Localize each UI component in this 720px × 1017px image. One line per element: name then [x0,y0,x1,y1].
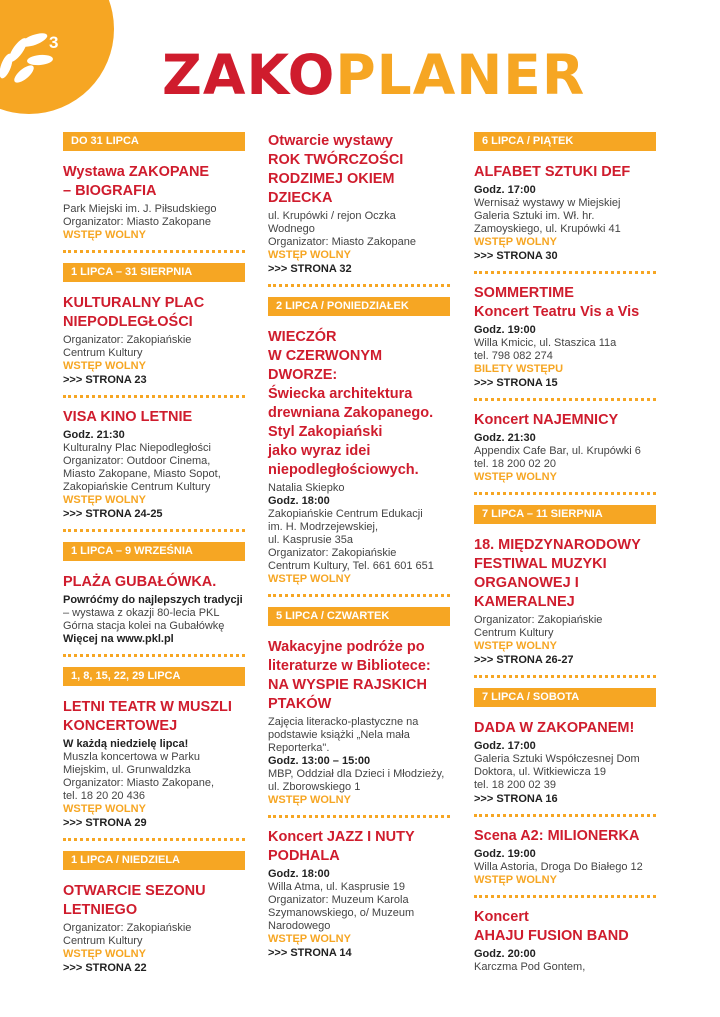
event-detail: Organizator: Miasto Zakopane [268,236,416,248]
corner-badge [0,0,114,114]
event-item [63,408,245,521]
event-time: W każdą niedzielę lipca! [63,738,189,750]
page-number: 3 [49,33,59,52]
event-title [474,827,656,846]
event-title [474,536,656,612]
event-title-line: RODZIMEJ OKIEM [268,171,395,187]
event-detail: Zakopiańskie Centrum Edukacji [268,508,423,520]
event-time: Godz. 19:00 [474,848,536,860]
admission-label: WSTĘP WOLNY [474,236,557,248]
event-item [474,284,656,390]
admission-label: BILETY WSTĘPU [474,363,564,375]
event-title-line: – BIOGRAFIA [63,183,157,199]
event-item [474,536,656,667]
event-detail: Organizator: Muzeum Karola [268,894,409,906]
event-detail: Organizator: Zakopiańskie [268,547,397,559]
logo-planer: PLANER [335,43,586,107]
event-detail: – wystawa z okazji 80-lecia PKL [63,607,220,619]
event-detail: Kulturalny Plac Niepodległości [63,442,211,454]
event-time: Godz. 19:00 [474,324,536,336]
event-title [268,132,450,208]
date-header: 1 LIPCA / NIEDZIELA [63,851,245,870]
dotted-divider [63,395,245,398]
event-item [474,827,656,887]
event-detail: Organizator: Zakopiańskie [63,922,192,934]
admission-label: WSTĘP WOLNY [63,494,146,506]
event-title [63,573,245,592]
dotted-divider [474,492,656,495]
event-title [268,328,450,480]
event-detail: Zamoyskiego, ul. Krupówki 41 [474,223,621,235]
date-header: 1 LIPCA – 31 SIERPNIA [63,263,245,282]
page-reference: >>> STRONA 23 [63,374,147,386]
event-time: Godz. 17:00 [474,184,536,196]
event-title-line: Koncert [474,909,529,925]
event-item [268,828,450,960]
event-title [63,698,245,736]
admission-label: WSTĘP WOLNY [268,933,351,945]
event-detail: Centrum Kultury [63,935,143,947]
admission-label: WSTĘP WOLNY [474,874,557,886]
event-detail: Appendix Cafe Bar, ul. Krupówki 6 [474,445,641,457]
event-detail: Zakopiańskie Centrum Kultury [63,481,211,493]
event-detail: Willa Kmicic, ul. Staszica 11a [474,337,617,349]
event-item [268,638,450,807]
event-detail: Willa Astoria, Droga Do Białego 12 [474,861,643,873]
dotted-divider [268,284,450,287]
date-header: 5 LIPCA / CZWARTEK [268,607,450,626]
event-time: Godz. 13:00 – 15:00 [268,755,371,767]
event-title [474,719,656,738]
admission-label: WSTĘP WOLNY [268,573,351,585]
event-detail: tel. 798 082 274 [474,350,553,362]
event-website: Więcej na www.pkl.pl [63,633,174,645]
page-reference: >>> STRONA 32 [268,263,352,275]
event-item [63,698,245,830]
event-time: Godz. 17:00 [474,740,536,752]
event-detail: Centrum Kultury [474,627,554,639]
zakoplaner-logo [162,43,586,107]
event-title-line: Koncert JAZZ I NUTY [268,829,415,845]
event-title-line: PTAKÓW [268,696,332,712]
event-detail: ul. Zborowskiego 1 [268,781,361,793]
admission-label: WSTĘP WOLNY [63,803,146,815]
event-title-line: LETNI TEATR W MUSZLI [63,699,232,715]
event-title-line: drewniana Zakopanego. [268,405,434,421]
event-time: Godz. 20:00 [474,948,536,960]
event-detail: podstawie książki „Nela mała [268,729,410,741]
page-reference: >>> STRONA 29 [63,817,147,829]
event-title-line: Styl Zakopiański [268,424,383,440]
event-detail: Organizator: Zakopiańskie [474,614,603,626]
event-title [63,408,245,427]
event-title-line: W CZERWONYM [268,348,383,364]
date-header: DO 31 LIPCA [63,132,245,151]
page-reference: >>> STRONA 14 [268,947,352,959]
event-title [474,163,656,182]
event-detail: Galeria Sztuki Współczesnej Dom [474,753,640,765]
event-item [474,908,656,974]
event-time: Godz. 21:30 [63,429,125,441]
dotted-divider [268,815,450,818]
event-detail: Górna stacja kolei na Gubałówkę [63,620,225,632]
dotted-divider [474,675,656,678]
event-title-line: 18. MIĘDZYNARODOWY [474,537,641,553]
event-title-line: DADA W ZAKOPANEM! [474,720,635,736]
event-detail: Reporterka". [268,742,330,754]
event-detail: im. H. Modrzejewskiej, [268,521,379,533]
event-detail: Centrum Kultury, Tel. 661 601 651 [268,560,434,572]
event-detail: Narodowego [268,920,331,932]
admission-label: WSTĘP WOLNY [63,948,146,960]
event-title-line: Koncert Teatru Vis a Vis [474,304,640,320]
event-title-line: Koncert NAJEMNICY [474,412,619,428]
event-detail: Miasto Zakopane, Miasto Sopot, [63,468,221,480]
event-title-line: PLAŻA GUBAŁÓWKA. [63,574,217,590]
dotted-divider [63,838,245,841]
event-title-line: literaturze w Bibliotece: [268,658,431,674]
event-detail: Miejskim, ul. Grunwaldzka [63,764,191,776]
event-title-line: VISA KINO LETNIE [63,409,193,425]
event-detail: Karczma Pod Gontem, [474,961,586,973]
event-item [268,132,450,276]
logo-zako: ZAKO [162,43,336,107]
column-2 [268,132,450,960]
dotted-divider [474,814,656,817]
event-title [63,882,245,920]
event-title [268,828,450,866]
event-detail: tel. 18 20 20 436 [63,790,145,802]
dotted-divider [268,594,450,597]
event-detail: ul. Krupówki / rejon Oczka [268,210,396,222]
event-title-line: KONCERTOWEJ [63,718,178,734]
date-header: 7 LIPCA / SOBOTA [474,688,656,707]
event-detail: Zajęcia literacko-plastyczne na [268,716,419,728]
page-reference: >>> STRONA 22 [63,962,147,974]
event-detail: Centrum Kultury [63,347,143,359]
admission-label: WSTĘP WOLNY [268,249,351,261]
page-reference: >>> STRONA 30 [474,250,558,262]
event-title-line: SOMMERTIME [474,285,574,301]
event-item [474,163,656,263]
event-title-line: jako wyraz idei [268,443,371,459]
event-title-line: PODHALA [268,848,340,864]
event-item [63,882,245,975]
event-title-line: ROK TWÓRCZOŚCI [268,152,404,168]
event-detail: Doktora, ul. Witkiewicza 19 [474,766,607,778]
event-title [268,638,450,714]
event-detail: Organizator: Miasto Zakopane, [63,777,215,789]
event-time: Godz. 18:00 [268,868,330,880]
event-title-line: Świecka architektura [268,386,413,402]
page-reference: >>> STRONA 24-25 [63,508,163,520]
event-title-line: Wystawa ZAKOPANE [63,164,210,180]
dotted-divider [474,271,656,274]
date-header: 1 LIPCA – 9 WRZEŚNIA [63,542,245,561]
event-title-line: FESTIWAL MUZYKI [474,556,607,572]
event-title [63,163,245,201]
admission-label: WSTĘP WOLNY [474,471,557,483]
admission-label: WSTĘP WOLNY [63,360,146,372]
event-title-line: NA WYSPIE RAJSKICH [268,677,427,693]
dotted-divider [474,398,656,401]
event-detail: Organizator: Miasto Zakopane [63,216,211,228]
dotted-divider [63,529,245,532]
event-title-line: DWORZE: [268,367,338,383]
event-time: Godz. 18:00 [268,495,330,507]
event-item [474,411,656,484]
dotted-divider [474,895,656,898]
event-title-line: OTWARCIE SEZONU [63,883,206,899]
event-title-line: Scena A2: MILIONERKA [474,828,640,844]
date-header: 1, 8, 15, 22, 29 LIPCA [63,667,245,686]
event-detail: Willa Atma, ul. Kasprusie 19 [268,881,405,893]
event-time: Godz. 21:30 [474,432,536,444]
admission-label: WSTĘP WOLNY [268,794,351,806]
wheat-icon [0,0,54,84]
event-title-line: LETNIEGO [63,902,138,918]
event-item [63,294,245,387]
event-detail: Galeria Sztuki im. Wł. hr. [474,210,595,222]
event-detail: Organizator: Outdoor Cinema, [63,455,211,467]
event-detail: MBP, Oddział dla Dzieci i Młodzieży, [268,768,445,780]
page-reference: >>> STRONA 16 [474,793,558,805]
event-title [474,284,656,322]
admission-label: WSTĘP WOLNY [63,229,146,241]
event-title-line: Otwarcie wystawy [268,133,393,149]
event-detail: Wernisaż wystawy w Miejskiej [474,197,621,209]
page-reference: >>> STRONA 26-27 [474,654,574,666]
event-title [474,908,656,946]
page-reference: >>> STRONA 15 [474,377,558,389]
event-title-line: niepodległościowych. [268,462,419,478]
event-title [63,294,245,332]
event-detail: Muszla koncertowa w Parku [63,751,200,763]
event-detail: Park Miejski im. J. Piłsudskiego [63,203,217,215]
date-header: 6 LIPCA / PIĄTEK [474,132,656,151]
event-title-line: AHAJU FUSION BAND [474,928,629,944]
admission-label: WSTĘP WOLNY [474,640,557,652]
event-item [268,328,450,586]
event-title-line: ORGANOWEJ I [474,575,579,591]
event-detail: tel. 18 200 02 39 [474,779,556,791]
event-title-line: ALFABET SZTUKI DEF [474,164,631,180]
event-detail: ul. Kasprusie 35a [268,534,353,546]
event-title-line: KAMERALNEJ [474,594,575,610]
event-title-line: NIEPODLEGŁOŚCI [63,314,193,330]
event-title-line: DZIECKA [268,190,333,206]
column-3 [474,132,656,974]
event-detail: Organizator: Zakopiańskie [63,334,192,346]
date-header: 2 LIPCA / PONIEDZIAŁEK [268,297,450,316]
event-detail: Natalia Skiepko [268,482,345,494]
event-item [63,573,245,646]
event-detail: Szymanowskiego, o/ Muzeum [268,907,415,919]
date-header: 7 LIPCA – 11 SIERPNIA [474,505,656,524]
column-1 [63,132,245,975]
event-title [474,411,656,430]
event-title-line: WIECZÓR [268,329,337,345]
dotted-divider [63,654,245,657]
event-item [474,719,656,806]
event-time: Powróćmy do najlepszych tradycji [63,594,243,606]
event-detail: Wodnego [268,223,315,235]
dotted-divider [63,250,245,253]
event-item [63,163,245,242]
event-title-line: Wakacyjne podróże po [268,639,425,655]
event-detail: tel. 18 200 02 20 [474,458,556,470]
event-title-line: KULTURALNY PLAC [63,295,205,311]
